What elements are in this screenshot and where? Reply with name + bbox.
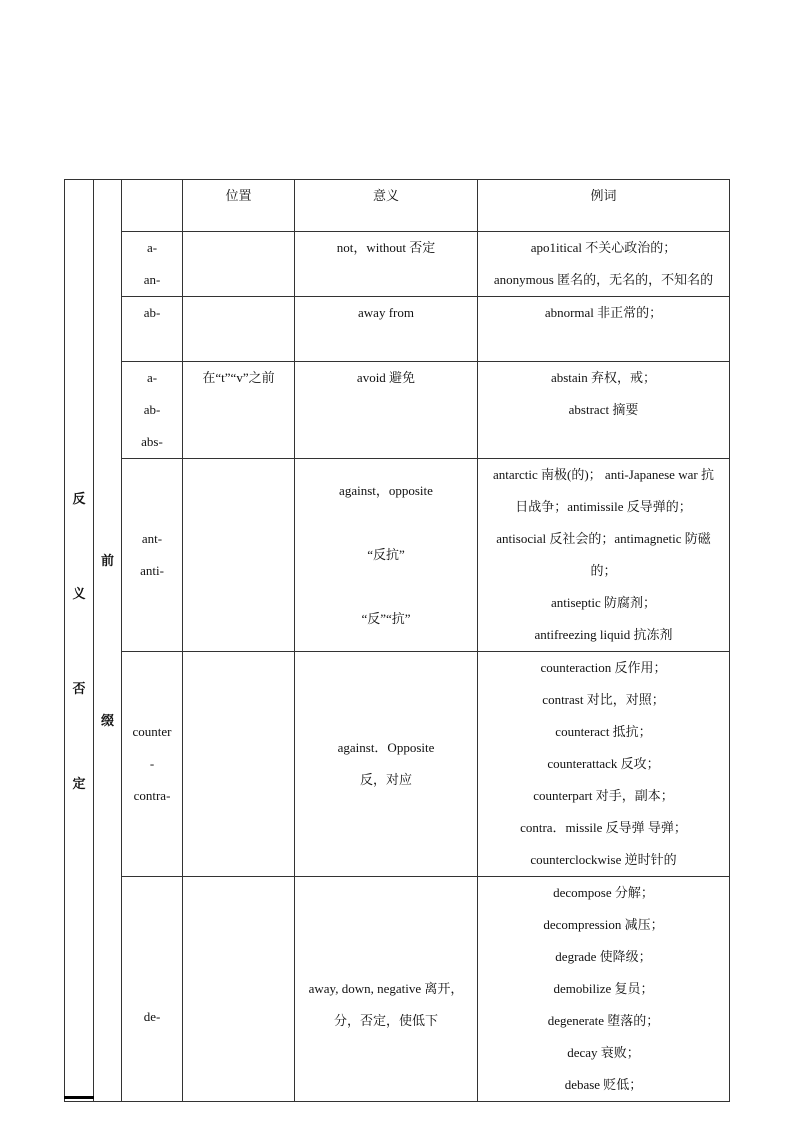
example-line: contrast 对比，对照； [542,692,665,707]
examples-cell [478,297,730,362]
meaning-line [295,571,477,603]
example-line: antarctic 南极(的)； anti-Japanese war 抗 [493,467,714,482]
meaning-line: 反，对应 [359,772,412,787]
meaning-cell [295,652,478,877]
side-char: 定 [72,775,86,791]
example-line: counteract 抵抗； [555,724,652,739]
header-prefix-cell [122,180,183,232]
meaning-cell [295,459,478,652]
example-line: degrade 使降级； [555,949,652,964]
example-line: antisocial 反社会的；antimagnetic 防磁 [496,531,711,546]
prefix-cell [122,877,183,1102]
prefix-cell [122,362,183,459]
examples-cell [478,877,730,1102]
header-examples: 例词 [478,180,730,232]
meaning-line [295,507,477,539]
prefix: anti- [140,563,164,578]
prefix: abs- [141,434,163,449]
prefix-cell [122,232,183,297]
meaning-line: away, down, negative 离开， [308,981,464,996]
example-line: antifreezing liquid 抗冻剂 [534,627,673,642]
prefix: ab- [143,305,161,320]
example-line: decompression 减压； [543,917,664,932]
examples-cell [478,232,730,297]
position-cell [183,877,295,1102]
example-line: decompose 分解； [553,885,654,900]
meaning-cell [295,877,478,1102]
table-row [65,297,730,362]
position-cell [183,459,295,652]
prefix: a- [146,240,158,255]
example-line: debase 贬低； [564,1077,643,1092]
meaning-cell [295,232,478,297]
meaning-cell [295,297,478,362]
side-label-prefix [94,180,122,1102]
prefix-cell [122,652,183,877]
example-line: counteraction 反作用； [540,660,667,675]
header-position: 位置 [183,180,295,232]
example-line: abnormal 非正常的； [544,305,663,320]
position-cell [183,232,295,297]
example-line: antiseptic 防腐剂； [550,595,657,610]
examples-cell [478,652,730,877]
prefix: contra- [133,788,171,803]
example-line: degenerate 堕落的； [547,1013,660,1028]
table-row [65,877,730,1102]
examples-cell [478,362,730,459]
example-line: counterattack 反攻； [547,756,660,771]
prefix: ant- [141,531,163,546]
meaning-line: against，opposite [339,483,433,498]
side-char: 反 [72,490,86,506]
example-line: contra．missile 反导弹 导弹； [520,820,687,835]
meaning-line: “反”“抗” [361,611,411,626]
example-line: apo1itical 不关心政治的； [530,240,677,255]
example-line: counterpart 对手，副本； [533,788,674,803]
example-line: abstain 弃权，戒； [550,370,657,385]
prefix: de- [143,1009,161,1024]
side-char: 前 [100,552,114,568]
side-char: 义 [72,585,86,601]
table-row [65,459,730,652]
example-line: 日战争；antimissile 反导弹的； [515,499,692,514]
meaning-line: 分，否定，使低下 [333,1013,438,1028]
meaning-line: away from [358,305,414,320]
side-char: 否 [72,680,86,696]
example-line: decay 衰败； [567,1045,640,1060]
table-row [65,652,730,877]
example-line: 的； [590,563,617,578]
side-char: 缀 [100,712,114,728]
meaning-cell [295,362,478,459]
examples-cell [478,459,730,652]
position-cell: 在“t”“v”之前 [183,362,295,459]
meaning-line: “反抗” [367,547,405,562]
prefix: ab- [143,402,161,417]
table-row [65,232,730,297]
table-row [65,362,730,459]
meaning-line: not，without 否定 [336,240,436,255]
example-line: anonymous 匿名的，无名的，不知名的 [493,272,714,287]
meaning-line: avoid 避免 [356,370,416,385]
example-line: demobilize 复员； [553,981,654,996]
header-row [65,180,730,232]
position-cell [183,297,295,362]
side-label-antonym-negation [65,180,94,1102]
prefix-cell [122,297,183,362]
position-cell [183,652,295,877]
prefix: an- [143,272,161,287]
prefix: - [149,756,155,771]
header-meaning: 意义 [295,180,478,232]
example-line: abstract 摘要 [568,402,639,417]
prefix-table [64,179,730,1102]
prefix: counter [132,724,172,739]
prefix-cell [122,459,183,652]
footer-rule [64,1096,94,1099]
example-line: counterclockwise 逆时针的 [530,852,677,867]
prefix: a- [146,370,158,385]
meaning-line: against．Opposite [337,740,435,755]
